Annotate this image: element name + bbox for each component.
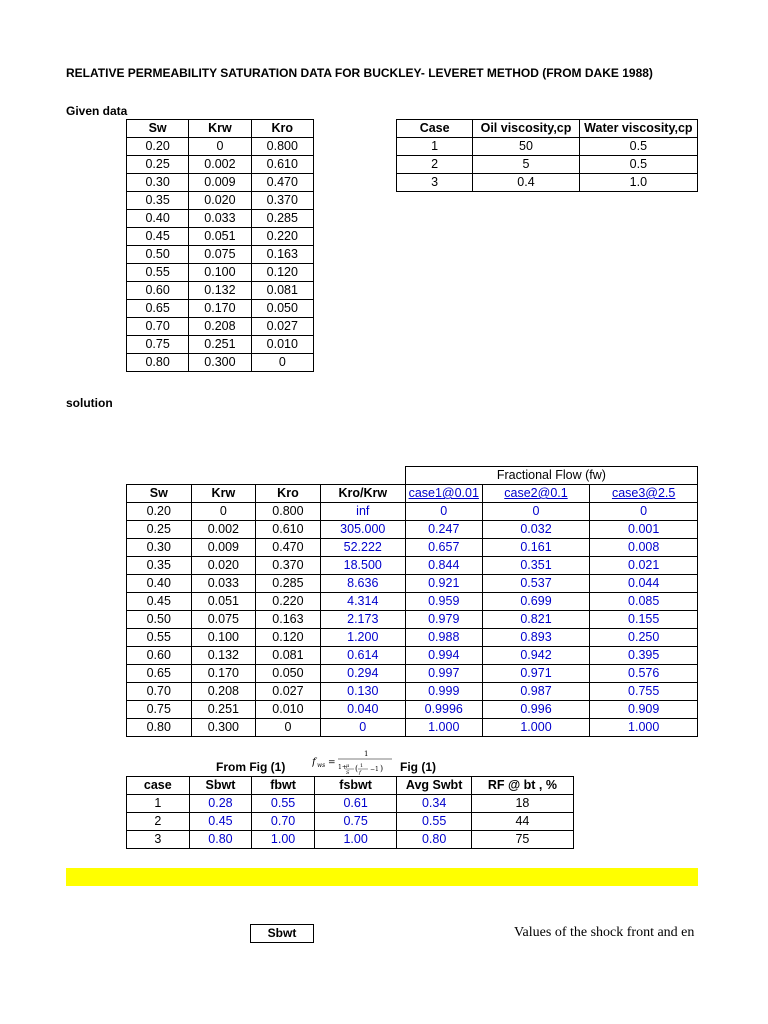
given-cell: 0.55 <box>127 264 189 282</box>
given-row <box>127 318 314 336</box>
given-cell: 0.65 <box>127 300 189 318</box>
solution-cell: 0.537 <box>482 575 590 593</box>
result-row <box>127 795 574 813</box>
solution-cell: 0.971 <box>482 665 590 683</box>
solution-row <box>127 539 698 557</box>
solution-cell: 0 <box>590 503 698 521</box>
solution-cell: 0.220 <box>256 593 321 611</box>
solution-cell: 0.163 <box>256 611 321 629</box>
spacer-cell <box>127 467 406 485</box>
given-cell: 0.002 <box>189 156 251 174</box>
solution-cell: 0.80 <box>127 719 192 737</box>
given-data-table <box>126 119 314 372</box>
solution-cell: 0.285 <box>256 575 321 593</box>
solution-cell: 0.987 <box>482 683 590 701</box>
given-cell: 0.163 <box>251 246 313 264</box>
solution-row <box>127 503 698 521</box>
fws-formula-icon <box>312 750 394 779</box>
page-title: RELATIVE PERMEABILITY SATURATION DATA FOR BUCKLEY- LEVERET METHOD (FROM DAKE 1988) <box>66 66 653 80</box>
solution-row <box>127 521 698 539</box>
solution-cell: 305.000 <box>320 521 405 539</box>
solution-cell: 0.755 <box>590 683 698 701</box>
col-krw: Krw <box>189 120 251 138</box>
col-kro: Kro <box>256 485 321 503</box>
solution-cell: 0.020 <box>191 557 256 575</box>
solution-cell: 0.161 <box>482 539 590 557</box>
col-case3[interactable]: case3@2.5 <box>590 485 698 503</box>
solution-cell: 0.988 <box>405 629 482 647</box>
given-cell: 0.50 <box>127 246 189 264</box>
solution-cell: 0.470 <box>256 539 321 557</box>
solution-cell: 0.25 <box>127 521 192 539</box>
solution-cell: 0.20 <box>127 503 192 521</box>
col-rf-bt: RF @ bt , % <box>471 777 573 795</box>
solution-cell: 0.55 <box>127 629 192 647</box>
result-cell: 0.28 <box>189 795 252 813</box>
given-cell: 0.050 <box>251 300 313 318</box>
result-cell: 0.61 <box>314 795 396 813</box>
given-cell: 0.100 <box>189 264 251 282</box>
given-row <box>127 210 314 228</box>
given-cell: 0.60 <box>127 282 189 300</box>
case-cell: 1.0 <box>579 174 697 192</box>
svg-text:ws: ws <box>317 762 326 769</box>
solution-cell: 2.173 <box>320 611 405 629</box>
solution-row <box>127 683 698 701</box>
solution-cell: 0.370 <box>256 557 321 575</box>
given-row <box>127 354 314 372</box>
result-cell: 2 <box>127 813 190 831</box>
solution-cell: 0.999 <box>405 683 482 701</box>
solution-cell: 0.70 <box>127 683 192 701</box>
solution-cell: 0.921 <box>405 575 482 593</box>
solution-cell: 4.314 <box>320 593 405 611</box>
svg-text:S: S <box>346 770 350 776</box>
fractional-flow-header: Fractional Flow (fw) <box>405 467 697 485</box>
solution-label: solution <box>66 396 113 410</box>
given-cell: 0.300 <box>189 354 251 372</box>
col-case: Case <box>397 120 473 138</box>
solution-cell: 0.081 <box>256 647 321 665</box>
given-cell: 0.081 <box>251 282 313 300</box>
solution-cell: 0.979 <box>405 611 482 629</box>
solution-cell: 0.170 <box>191 665 256 683</box>
given-cell: 0.208 <box>189 318 251 336</box>
col-case: case <box>127 777 190 795</box>
given-row <box>127 174 314 192</box>
solution-cell: 0.208 <box>191 683 256 701</box>
solution-row <box>127 629 698 647</box>
solution-cell: 0.50 <box>127 611 192 629</box>
col-sbwt: Sbwt <box>189 777 252 795</box>
shock-front-text: Values of the shock front and en <box>514 925 695 940</box>
svg-text:=: = <box>328 758 336 768</box>
solution-row <box>127 647 698 665</box>
result-cell: 0.34 <box>397 795 472 813</box>
solution-cell: 1.000 <box>590 719 698 737</box>
sbwt-box[interactable]: Sbwt <box>250 924 314 943</box>
given-row <box>127 336 314 354</box>
solution-row <box>127 665 698 683</box>
given-cell: 0.45 <box>127 228 189 246</box>
given-cell: 0 <box>189 138 251 156</box>
given-row <box>127 264 314 282</box>
col-fbwt: fbwt <box>252 777 315 795</box>
svg-text:1: 1 <box>360 763 364 769</box>
result-cell: 44 <box>471 813 573 831</box>
case-table <box>396 119 698 192</box>
solution-cell: 0.9996 <box>405 701 482 719</box>
given-cell: 0.051 <box>189 228 251 246</box>
col-krw: Krw <box>191 485 256 503</box>
solution-cell: 0.395 <box>590 647 698 665</box>
result-cell: 1.00 <box>252 831 315 849</box>
given-cell: 0.033 <box>189 210 251 228</box>
given-cell: 0.75 <box>127 336 189 354</box>
svg-text:1: 1 <box>364 750 369 758</box>
solution-cell: 0.614 <box>320 647 405 665</box>
col-kro: Kro <box>251 120 313 138</box>
solution-cell: 0.959 <box>405 593 482 611</box>
given-cell: 0.020 <box>189 192 251 210</box>
result-cell: 1 <box>127 795 190 813</box>
svg-text:−1: −1 <box>370 766 379 773</box>
highlight-bar <box>66 868 698 886</box>
solution-row <box>127 557 698 575</box>
svg-text:f: f <box>359 770 361 776</box>
given-cell: 0.370 <box>251 192 313 210</box>
result-cell: 18 <box>471 795 573 813</box>
solution-cell: 0.033 <box>191 575 256 593</box>
case-cell: 0.4 <box>473 174 579 192</box>
solution-cell: 0.250 <box>590 629 698 647</box>
given-cell: 0.009 <box>189 174 251 192</box>
solution-cell: 0.657 <box>405 539 482 557</box>
given-cell: 0.075 <box>189 246 251 264</box>
svg-text:(: ( <box>355 764 359 773</box>
col-sw: Sw <box>127 485 192 503</box>
given-data-label: Given data <box>66 104 128 118</box>
given-row <box>127 282 314 300</box>
solution-cell: 0.075 <box>191 611 256 629</box>
case-row <box>397 138 698 156</box>
solution-cell: 0.002 <box>191 521 256 539</box>
solution-cell: 0.40 <box>127 575 192 593</box>
solution-cell: 0.050 <box>256 665 321 683</box>
case-row <box>397 156 698 174</box>
result-cell: 0.75 <box>314 813 396 831</box>
solution-cell: 0.009 <box>191 539 256 557</box>
result-cell: 0.55 <box>397 813 472 831</box>
col-oil-viscosity: Oil viscosity,cp <box>473 120 579 138</box>
result-cell: 0.55 <box>252 795 315 813</box>
case-cell: 2 <box>397 156 473 174</box>
solution-cell: 1.000 <box>405 719 482 737</box>
solution-cell: 0.35 <box>127 557 192 575</box>
col-case1[interactable]: case1@0.01 <box>405 485 482 503</box>
solution-cell: 0.909 <box>590 701 698 719</box>
solution-cell: 0.65 <box>127 665 192 683</box>
given-cell: 0.20 <box>127 138 189 156</box>
given-cell: 0.132 <box>189 282 251 300</box>
solution-cell: 0.351 <box>482 557 590 575</box>
solution-cell: 0 <box>405 503 482 521</box>
solution-cell: 0.30 <box>127 539 192 557</box>
solution-cell: 1.200 <box>320 629 405 647</box>
given-cell: 0.120 <box>251 264 313 282</box>
solution-row <box>127 611 698 629</box>
solution-cell: 0.155 <box>590 611 698 629</box>
case-cell: 5 <box>473 156 579 174</box>
solution-cell: 0.75 <box>127 701 192 719</box>
solution-cell: 8.636 <box>320 575 405 593</box>
solution-cell: 0.994 <box>405 647 482 665</box>
solution-row <box>127 701 698 719</box>
solution-cell: 0.699 <box>482 593 590 611</box>
given-cell: 0.800 <box>251 138 313 156</box>
case-row <box>397 174 698 192</box>
col-water-viscosity: Water viscosity,cp <box>579 120 697 138</box>
solution-cell: 0.45 <box>127 593 192 611</box>
solution-row <box>127 719 698 737</box>
result-cell: 0.45 <box>189 813 252 831</box>
svg-text:f: f <box>312 757 316 768</box>
result-cell: 75 <box>471 831 573 849</box>
given-cell: 0.010 <box>251 336 313 354</box>
solution-row <box>127 575 698 593</box>
svg-text:1+: 1+ <box>338 764 347 771</box>
result-cell: 0.70 <box>252 813 315 831</box>
col-sw: Sw <box>127 120 189 138</box>
given-cell: 0.170 <box>189 300 251 318</box>
solution-cell: 0.008 <box>590 539 698 557</box>
case-cell: 1 <box>397 138 473 156</box>
given-cell: 0.40 <box>127 210 189 228</box>
col-fsbwt: fsbwt <box>314 777 396 795</box>
solution-cell: 1.000 <box>482 719 590 737</box>
solution-cell: 0 <box>482 503 590 521</box>
solution-cell: 0 <box>256 719 321 737</box>
solution-cell: 0.032 <box>482 521 590 539</box>
given-row <box>127 192 314 210</box>
result-cell: 1.00 <box>314 831 396 849</box>
solution-cell: 0 <box>191 503 256 521</box>
col-kro-krw: Kro/Krw <box>320 485 405 503</box>
col-avg-swbt: Avg Swbt <box>397 777 472 795</box>
solution-cell: 0.100 <box>191 629 256 647</box>
result-row <box>127 831 574 849</box>
solution-cell: 0.821 <box>482 611 590 629</box>
case-cell: 0.5 <box>579 138 697 156</box>
solution-cell: 0.996 <box>482 701 590 719</box>
solution-cell: 0.132 <box>191 647 256 665</box>
solution-cell: 0.247 <box>405 521 482 539</box>
solution-cell: 0.610 <box>256 521 321 539</box>
given-cell: 0.80 <box>127 354 189 372</box>
solution-cell: 0 <box>320 719 405 737</box>
given-row <box>127 300 314 318</box>
solution-cell: 0.001 <box>590 521 698 539</box>
solution-cell: 0.120 <box>256 629 321 647</box>
result-row <box>127 813 574 831</box>
given-cell: 0.70 <box>127 318 189 336</box>
solution-table <box>126 466 698 737</box>
solution-cell: 0.997 <box>405 665 482 683</box>
given-cell: 0.027 <box>251 318 313 336</box>
solution-cell: 0.844 <box>405 557 482 575</box>
solution-cell: 0.942 <box>482 647 590 665</box>
solution-cell: 0.800 <box>256 503 321 521</box>
svg-text:): ) <box>380 764 384 773</box>
solution-cell: 0.044 <box>590 575 698 593</box>
solution-cell: 52.222 <box>320 539 405 557</box>
case-cell: 0.5 <box>579 156 697 174</box>
solution-cell: 0.893 <box>482 629 590 647</box>
result-table <box>126 776 574 849</box>
case-cell: 3 <box>397 174 473 192</box>
solution-cell: 0.60 <box>127 647 192 665</box>
fig-label: Fig (1) <box>400 760 436 774</box>
solution-row <box>127 593 698 611</box>
given-cell: 0.220 <box>251 228 313 246</box>
given-cell: 0 <box>251 354 313 372</box>
given-row <box>127 156 314 174</box>
given-cell: 0.285 <box>251 210 313 228</box>
solution-cell: 0.040 <box>320 701 405 719</box>
col-case2[interactable]: case2@0.1 <box>482 485 590 503</box>
given-row <box>127 228 314 246</box>
given-row <box>127 138 314 156</box>
given-cell: 0.25 <box>127 156 189 174</box>
svg-text:μ: μ <box>346 763 350 769</box>
solution-cell: 0.576 <box>590 665 698 683</box>
solution-cell: 0.010 <box>256 701 321 719</box>
from-fig-label: From Fig (1) <box>216 760 286 774</box>
result-cell: 0.80 <box>189 831 252 849</box>
given-cell: 0.610 <box>251 156 313 174</box>
given-cell: 0.35 <box>127 192 189 210</box>
solution-cell: 0.300 <box>191 719 256 737</box>
result-cell: 0.80 <box>397 831 472 849</box>
given-cell: 0.470 <box>251 174 313 192</box>
given-cell: 0.30 <box>127 174 189 192</box>
solution-cell: 18.500 <box>320 557 405 575</box>
result-cell: 3 <box>127 831 190 849</box>
case-cell: 50 <box>473 138 579 156</box>
given-cell: 0.251 <box>189 336 251 354</box>
solution-cell: 0.251 <box>191 701 256 719</box>
solution-cell: 0.021 <box>590 557 698 575</box>
solution-cell: inf <box>320 503 405 521</box>
solution-cell: 0.130 <box>320 683 405 701</box>
solution-cell: 0.085 <box>590 593 698 611</box>
given-row <box>127 246 314 264</box>
solution-cell: 0.027 <box>256 683 321 701</box>
solution-cell: 0.051 <box>191 593 256 611</box>
solution-cell: 0.294 <box>320 665 405 683</box>
